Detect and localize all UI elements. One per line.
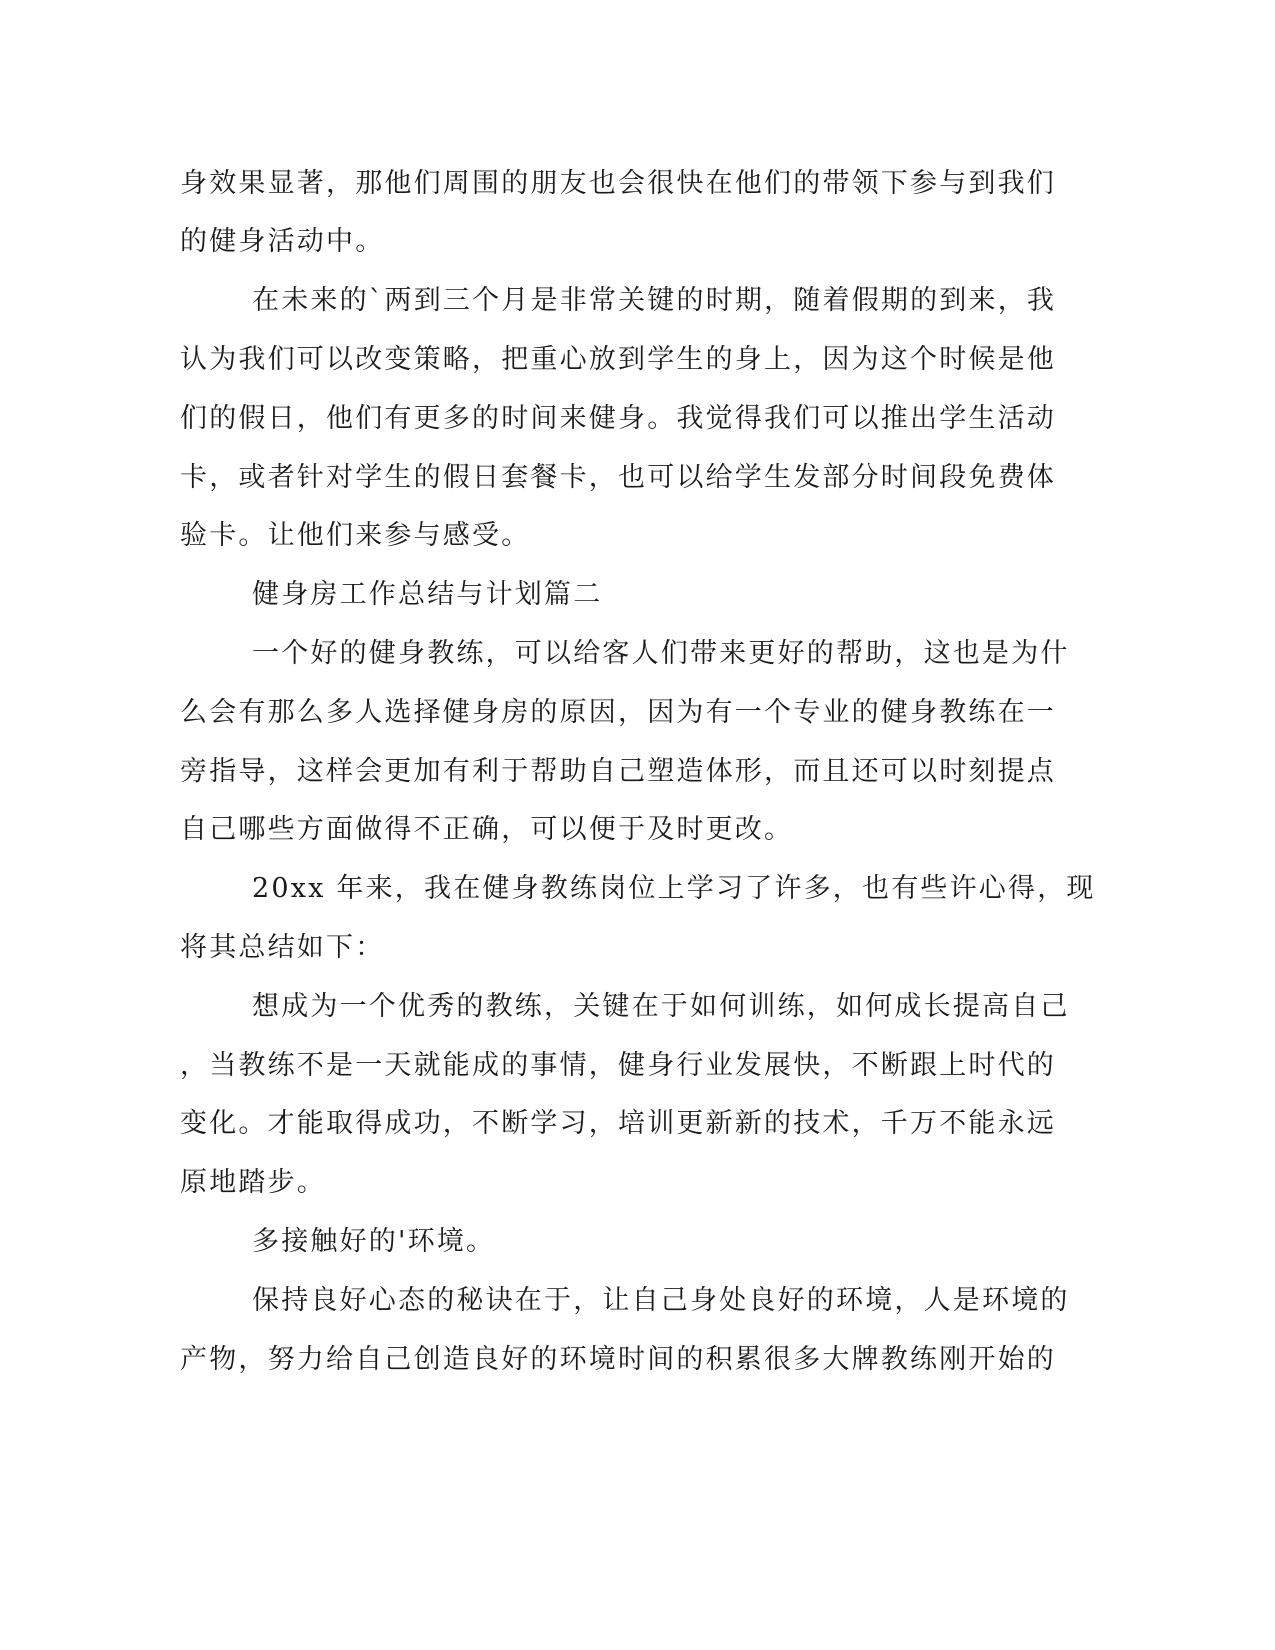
text-line: 将其总结如下： bbox=[180, 932, 385, 963]
text-line: 保持良好心态的秘诀在于，让自己身处良好的环境，人是环境的 bbox=[252, 1285, 1070, 1316]
text-line: 卡，或者针对学生的假日套餐卡，也可以给学生发部分时间段免费体 bbox=[180, 462, 1056, 493]
text-line: 的健身活动中。 bbox=[180, 226, 385, 257]
text-line: 想成为一个优秀的教练，关键在于如何训练，如何成长提高自己 bbox=[252, 991, 1070, 1022]
text-line: 变化。才能取得成功，不断学习，培训更新新的技术，千万不能永远 bbox=[180, 1108, 1056, 1139]
text-line: 多接触好的'环境。 bbox=[252, 1226, 496, 1257]
text-line: 20xx 年来，我在健身教练岗位上学习了许多，也有些许心得，现 bbox=[252, 873, 1096, 904]
text-line: 认为我们可以改变策略，把重心放到学生的身上，因为这个时候是他 bbox=[180, 344, 1056, 375]
text-line: 么会有那么多人选择健身房的原因，因为有一个专业的健身教练在一 bbox=[180, 697, 1056, 728]
text-line: 旁指导，这样会更加有利于帮助自己塑造体形，而且还可以时刻提点 bbox=[180, 756, 1056, 787]
text-line: 一个好的健身教练，可以给客人们带来更好的帮助，这也是为什 bbox=[252, 638, 1070, 669]
text-line: 身效果显著，那他们周围的朋友也会很快在他们的带领下参与到我们 bbox=[180, 168, 1056, 199]
text-line: 产物，努力给自己创造良好的环境时间的积累很多大牌教练刚开始的 bbox=[180, 1344, 1056, 1375]
text-line: 原地踏步。 bbox=[180, 1167, 326, 1198]
text-line: ，当教练不是一天就能成的事情，健身行业发展快，不断跟上时代的 bbox=[180, 1050, 1056, 1081]
text-line: 验卡。让他们来参与感受。 bbox=[180, 520, 531, 551]
text-line: 在未来的`两到三个月是非常关键的时期，随着假期的到来，我 bbox=[252, 285, 1057, 316]
section-heading: 健身房工作总结与计划篇二 bbox=[252, 579, 603, 610]
text-line: 们的假日，他们有更多的时间来健身。我觉得我们可以推出学生活动 bbox=[180, 403, 1056, 434]
text-line: 自己哪些方面做得不正确，可以便于及时更改。 bbox=[180, 814, 794, 845]
